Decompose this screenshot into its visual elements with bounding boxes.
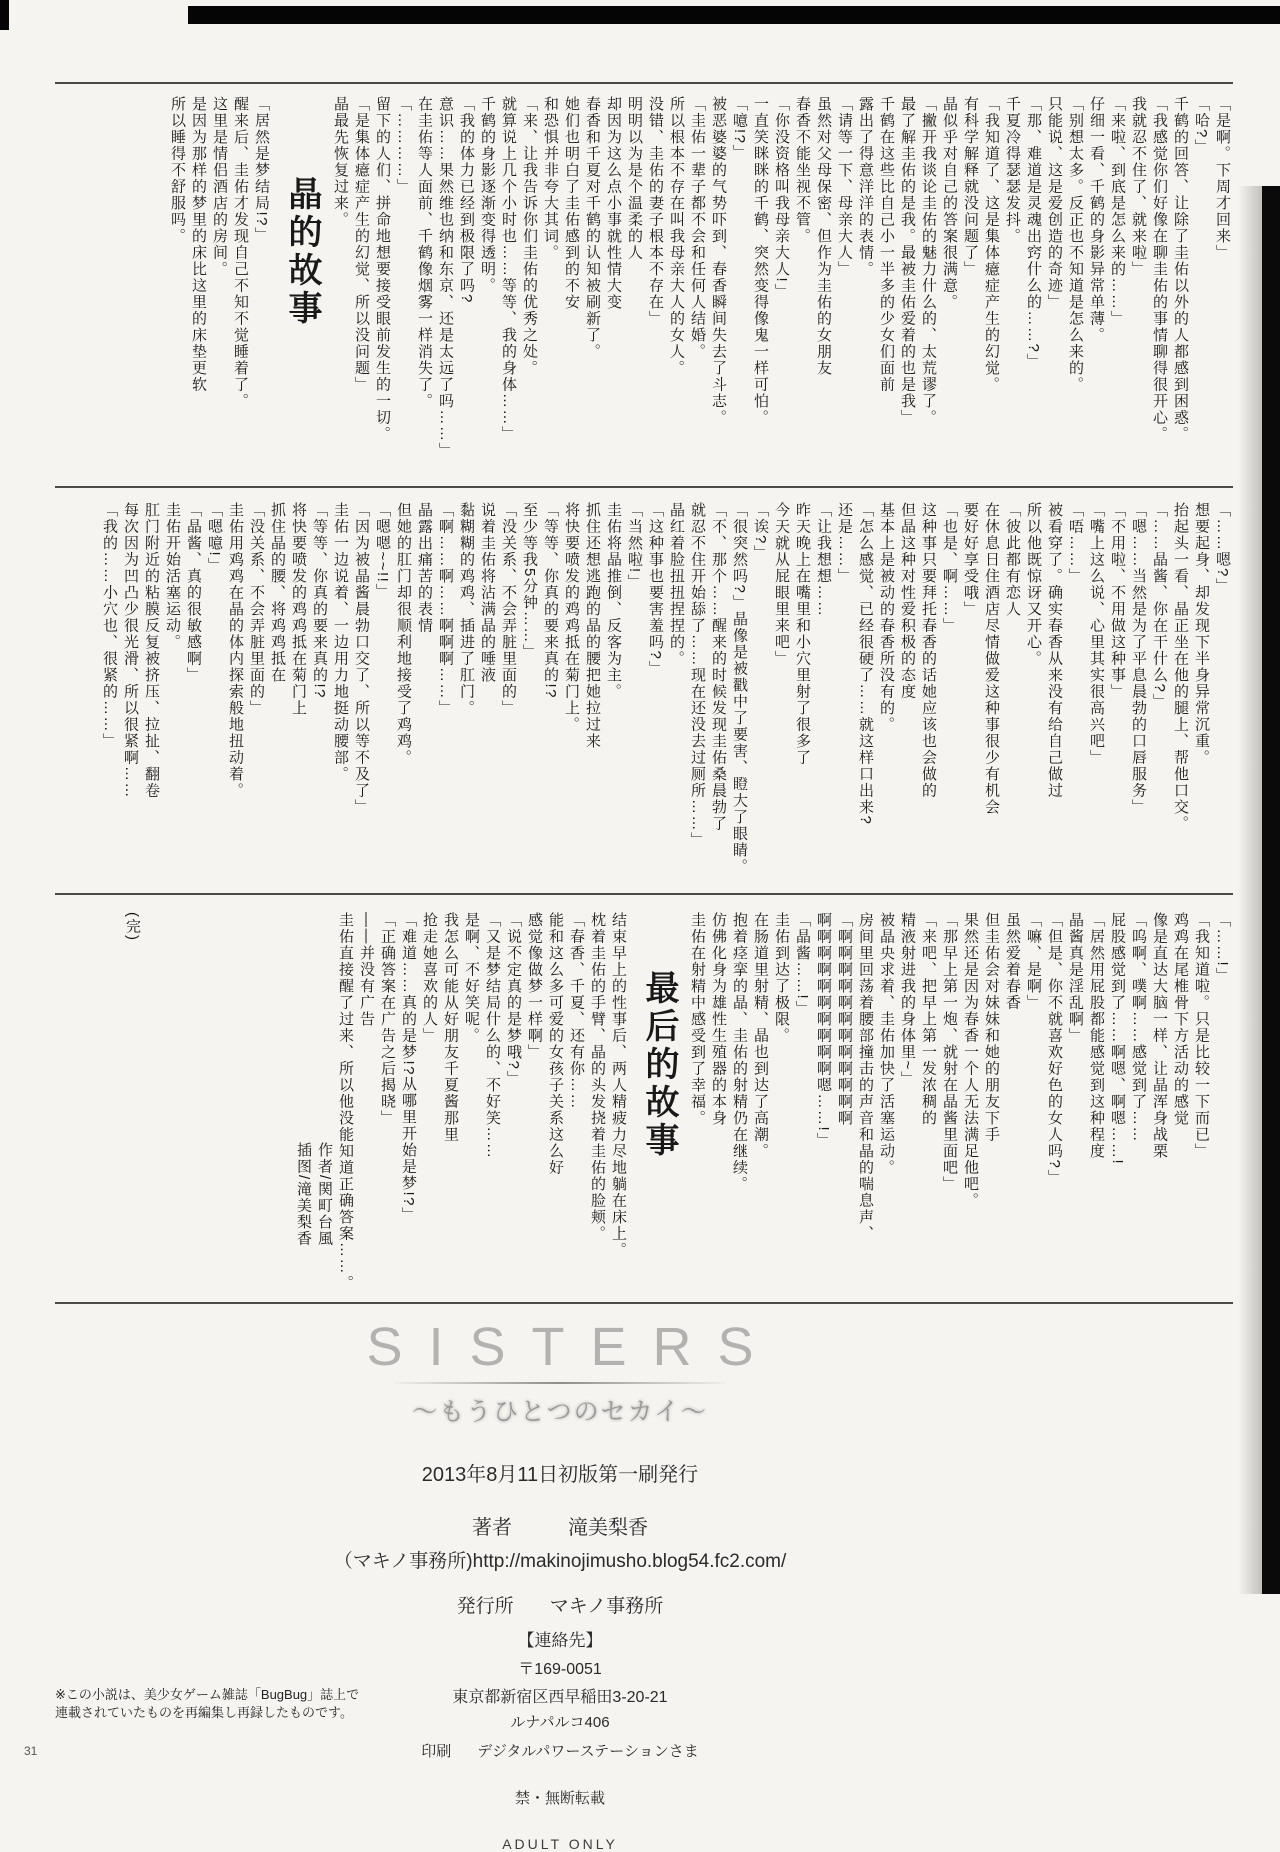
- section-title-jing-story: 晶的故事: [283, 176, 320, 328]
- text-column: 意识……果然维也纳和东京、还是太远了吗……」: [437, 96, 454, 459]
- scan-artifact-corner-bar: [0, 0, 9, 30]
- text-column: 千鹤在这些比自己小一半多的少女们面前: [878, 96, 895, 393]
- text-column: 「呜啊、噗啊……感觉到了……: [1130, 912, 1147, 1143]
- story-section-2: [55, 502, 1233, 890]
- text-column: 「……晶酱、你在干什么?」: [1151, 502, 1168, 710]
- text-column: 我怎么可能从好朋友千夏酱那里: [442, 912, 459, 1143]
- text-column: 「别想太多。反正也不知道是怎么来的。: [1067, 96, 1084, 393]
- text-column: 圭佑将晶推倒、反客为主。: [605, 502, 622, 700]
- text-column: 「唔……」: [1067, 502, 1084, 585]
- text-column: 晶露出痛苦的表情: [416, 502, 433, 634]
- text-column: 说着圭佑将沾满晶的唾液: [479, 502, 496, 684]
- text-column: 「怎么感觉、已经很硬了……就这样口出来?: [857, 502, 874, 826]
- text-column: 「我知道啦。只是比较一下而已」: [1193, 912, 1210, 1160]
- text-column: 「那、难道是灵魂出窍什么的……?」: [1025, 96, 1042, 370]
- text-column: 「你没资格叫我母亲大人!」: [773, 96, 790, 300]
- text-column: 但她的肛门却很顺利地接受了鸡鸡。: [395, 502, 412, 766]
- end-mark: (完): [124, 912, 141, 942]
- text-column: 「难道……真的是梦!?从哪里开始是梦!?」: [400, 912, 417, 1224]
- footnote-line: ※この小説は、美少女ゲーム雑誌「BugBug」誌上で: [55, 1687, 360, 1702]
- text-column: 就算说上几个小时也……等等、我的身体……」: [500, 96, 517, 443]
- scan-artifact-top-bar: [188, 6, 1280, 24]
- section-divider: [55, 1302, 1233, 1304]
- text-column: 留下的人们、拼命地想要接受眼前发生的一切。: [374, 96, 391, 443]
- text-column: 最了解圭佑的是我。最被圭佑爱着的也是我」: [899, 96, 916, 426]
- text-column: 春香不能坐视不管。: [794, 96, 811, 245]
- text-column: 所以他既惊讶又开心。: [1025, 502, 1042, 667]
- text-column: 和恐惧并非夸大其词。: [542, 96, 559, 261]
- text-column: 「让我想想……: [815, 502, 832, 618]
- section-divider: [55, 82, 1233, 84]
- text-column: 却因为这么点小事就性情大变: [605, 96, 622, 311]
- rights-notice: 禁・無断転載: [514, 1790, 605, 1807]
- text-column: 在圭佑等人面前、千鹤像烟雾一样消失了。: [416, 96, 433, 410]
- text-column: 「不用啦、不用做这种事」: [1109, 502, 1126, 700]
- text-column: 一直笑眯眯的千鹤、突然变得像鬼一样可怕。: [752, 96, 769, 426]
- printer-line: [180, 1740, 940, 1761]
- text-column: 「啊啊啊啊啊啊啊啊啊啊啊啊: [836, 912, 853, 1127]
- postal-code: 〒169-0051: [518, 1661, 602, 1678]
- author-line: [180, 1511, 940, 1540]
- credits: [293, 912, 335, 1300]
- text-column: 「嗯……当然是为了平息晨勃的口唇服务」: [1130, 502, 1147, 816]
- text-column: 每次因为凹凸少很光滑、所以很紧啊……: [122, 502, 139, 799]
- text-column: 在肠道里射精、晶也到达了高潮。: [752, 912, 769, 1160]
- text-column: 基本上是被动的春香所没有的。: [878, 502, 895, 733]
- text-column: 「我的体力已经到极限了吗?: [458, 96, 475, 304]
- book-logo: SISTERS: [366, 1317, 780, 1377]
- text-column: 要好好享受哦」: [962, 502, 979, 618]
- text-column: 屁股感觉到了……啊嗯、啊嗯……!: [1109, 912, 1126, 1166]
- text-column: 「彼此都有恋人: [1004, 502, 1021, 618]
- text-column: 「等等、你真的要来真的!?: [542, 502, 559, 700]
- text-column: 晶红着脸扭扭捏捏的。: [668, 502, 685, 667]
- text-column: 枕着圭佑的手臂、晶的头发挠着圭佑的脸颊。: [589, 912, 606, 1242]
- text-column: 「我知道了、这是集体癔症产生的幻觉。: [983, 96, 1000, 393]
- footnote-line: 連載されていたものを再編集し再録したものです。: [55, 1705, 353, 1720]
- text-column: 「晶酱……!」: [794, 912, 811, 1017]
- text-column: 「诶?」: [752, 502, 769, 562]
- reprint-footnote: [55, 1686, 359, 1722]
- address-line-1: 東京都新宿区西早稲田3-20-21: [452, 1689, 668, 1706]
- text-column: 千鹤的回答、让除了圭佑以外的人都感到困惑。: [1172, 96, 1189, 443]
- text-column: 精液射进我的身体里~」: [899, 912, 916, 1088]
- text-column: 「哈?」: [1193, 96, 1210, 156]
- story-columns: [687, 912, 1233, 1300]
- text-column: 「居然是梦结局!?」: [253, 96, 270, 244]
- text-column: 还是……」: [836, 502, 853, 585]
- story-columns: [99, 502, 1233, 890]
- text-column: 「春香、千夏、还有你……: [568, 912, 585, 1110]
- text-column: 「……!」: [1214, 912, 1231, 984]
- text-column: 「晶酱、真的很敏感啊」: [185, 502, 202, 684]
- text-column: 「那早上第一炮、就射在晶酱里面吧」: [941, 912, 958, 1193]
- address-line-2: ルナパルコ406: [510, 1714, 610, 1731]
- text-column: 房间里回荡着腰部撞击的声音和晶的喘息声、: [857, 912, 874, 1242]
- text-column: 被晶央求着、圭佑加快了活塞运动。: [878, 912, 895, 1176]
- text-column: 结束早上的性事后、两人精疲力尽地躺在床上。: [610, 912, 627, 1259]
- text-column: 她们也明白了圭佑感到的不安: [563, 96, 580, 311]
- author-label: 著者: [472, 1517, 512, 1539]
- text-column: 虽然爱着春香: [1004, 912, 1021, 1011]
- text-column: 所以睡得不舒服吗。: [169, 96, 186, 245]
- page-number: 31: [24, 1744, 38, 1758]
- colophon: [180, 1316, 940, 1852]
- text-column: 将快要喷发的鸡鸡抵在菊门上: [290, 502, 307, 717]
- text-column: 「没关系、不会弄脏里面的」: [248, 502, 265, 717]
- text-column: 抬起头一看、晶正坐在他的腿上、帮他口交。: [1172, 502, 1189, 832]
- section-title-last-story: 最后的故事: [640, 970, 677, 1160]
- printer-label: 印刷: [421, 1743, 452, 1760]
- author-contact: （マキノ事務所)http://makinojimusho.blog54.fc2.com/: [333, 1551, 787, 1572]
- text-column: 但圭佑会对妹妹和她的朋友下手: [983, 912, 1000, 1143]
- text-column: 今天就从屁眼里来吧」: [773, 502, 790, 667]
- text-column: 想要起身、却发现下半身异常沉重。: [1193, 502, 1210, 766]
- text-column: 在休息日住酒店尽情做爱这种事很少有机会: [983, 502, 1000, 816]
- text-column: 就忍不住开始舔了……现在还没去过厕所……」: [689, 502, 706, 849]
- printer-name: デジタルパワーステーションさま: [477, 1743, 699, 1760]
- text-column: 「但是、你不就喜欢好色的女人吗?」: [1046, 912, 1063, 1186]
- text-column: 是因为那样的梦里的床比这里的床垫更软: [190, 96, 207, 393]
- author-name: 滝美梨香: [568, 1517, 648, 1539]
- text-column: 「来、让我告诉你们圭佑的优秀之处。: [521, 96, 538, 377]
- text-column: 是啊、不好笑呢。: [463, 912, 480, 1044]
- text-column: 「等等、你真的要来真的!?: [311, 502, 328, 700]
- text-column: 抱着痉挛的晶、圭佑的射精仍在继续。: [731, 912, 748, 1193]
- text-column: 春香和千夏对千鹤的认知被刷新了。: [584, 96, 601, 360]
- print-date: 2013年8月11日初版第一刷発行: [421, 1464, 699, 1486]
- text-column: 晶似乎对自己的答案很满意。: [941, 96, 958, 311]
- scan-artifact-right-bar: [1262, 186, 1280, 1594]
- text-column: 圭佑在射精中感受到了幸福。: [689, 912, 706, 1127]
- text-column: 圭佑直接醒了过来、所以他没能知道正确答案……。: [337, 912, 354, 1292]
- text-column: 「请等一下、母亲大人」: [836, 96, 853, 278]
- text-column: 晶酱真是淫乱啊」: [1067, 912, 1084, 1044]
- text-column: 昨天晚上在嘴里和小穴里射了很多了: [794, 502, 811, 766]
- text-column: 果然还是因为春香一个人无法满足他吧。: [962, 912, 979, 1209]
- text-column: 「说不定真的是梦哦?」: [505, 912, 522, 1087]
- text-column: 「来吧、把早上第一发浓稠的: [920, 912, 937, 1127]
- text-column: 醒来后、圭佑才发现自己不知不觉睡着了。: [232, 96, 249, 410]
- text-column: 「我的……小穴也、很紧的……」: [101, 502, 118, 750]
- text-column: 「啊……啊……啊啊啊……」: [437, 502, 454, 717]
- text-column: 「圭佑一辈子都不会和任何人结婚。: [689, 96, 706, 360]
- text-column: 仔细一看、千鹤的身影异常单薄。: [1088, 96, 1105, 344]
- text-column: 千夏冷得瑟瑟发抖。: [1004, 96, 1021, 245]
- text-column: 作者/関町台風: [316, 1142, 333, 1247]
- text-column: 抓住晶的腰、将鸡鸡抵在: [269, 502, 286, 684]
- text-column: 「很突然吗?」晶像是被戳中了要害、瞪大了眼睛。: [731, 502, 748, 875]
- text-column: 所以根本不存在叫我母亲大人的女人。: [668, 96, 685, 377]
- contact-header: 【連絡先】: [517, 1631, 603, 1650]
- text-column: 至少等我5分钟……」: [521, 502, 538, 661]
- text-column: 「嘴上这么说、心里其实很高兴吧」: [1088, 502, 1105, 766]
- text-column: 将快要喷发的鸡鸡抵在菊门上。: [563, 502, 580, 733]
- text-column: 「因为被晶酱晨勃口交了、所以等不及了」: [353, 502, 370, 816]
- text-column: 插图/滝美梨香: [295, 1142, 312, 1247]
- story-columns: [335, 912, 629, 1300]
- section-divider: [55, 893, 1233, 895]
- scan-edge-shadow: [1238, 186, 1262, 1594]
- text-column: 抢走她喜欢的人」: [421, 912, 438, 1044]
- text-column: 「来啦、到底是怎么来的……」: [1109, 96, 1126, 327]
- logo-underline: [395, 1382, 725, 1384]
- text-column: 「…………」: [395, 96, 412, 195]
- text-column: 「嗯噫!」: [206, 502, 223, 574]
- text-column: 「撇开我谈论圭佑的魅力什么的、太荒谬了。: [920, 96, 937, 426]
- publisher-line: [180, 1591, 940, 1618]
- text-column: 仿佛化身为雄性生殖器的本身: [710, 912, 727, 1127]
- text-column: 「没关系、不会弄脏里面的」: [500, 502, 517, 717]
- text-column: 没错、圭佑的妻子根本不存在」: [647, 96, 664, 327]
- text-column: 我就忍不住了、就来啦」: [1130, 96, 1147, 278]
- text-column: 晶最先恢复过来。: [332, 96, 349, 228]
- text-column: 「居然用屁股都能感觉到这种程度: [1088, 912, 1105, 1160]
- publisher-name: マキノ事務所: [549, 1596, 664, 1617]
- text-column: 「嘛、是啊」: [1025, 912, 1042, 1011]
- text-column: 「这种事也要害羞吗?」: [647, 502, 664, 677]
- text-column: 「又是梦结局什么的、不好笑……: [484, 912, 501, 1160]
- text-column: 「是啊。下周才回来」: [1214, 96, 1231, 261]
- text-column: 明明以为是个温柔的人: [626, 96, 643, 261]
- text-column: 被看穿了。确实春香从来没有给自己做过: [1046, 502, 1063, 799]
- text-column: 圭佑到达了极限。: [773, 912, 790, 1044]
- text-column: 「……嗯?」: [1214, 502, 1231, 595]
- text-column: 鸡鸡在尾椎骨下方活动的感觉: [1172, 912, 1189, 1127]
- text-column: 有科学解释就没问题了」: [962, 96, 979, 278]
- publisher-label: 発行所: [456, 1596, 514, 1617]
- text-column: 「也是、啊……」: [941, 502, 958, 634]
- text-column: 这种事只要拜托春香的话她应该也会做的: [920, 502, 937, 799]
- text-column: 千鹤的身影逐渐变得透明。: [479, 96, 496, 294]
- text-column: 「正确答案在广告之后揭晓」: [379, 912, 396, 1127]
- text-column: ——并没有广告: [358, 912, 375, 1028]
- story-section-3: [55, 912, 1233, 1300]
- text-column: 这里是情侣酒店的房间。: [211, 96, 228, 278]
- text-column: 「噫!?」: [731, 96, 748, 162]
- book-subtitle: 〜もうひとつのセカイ〜: [412, 1398, 708, 1426]
- section-divider: [55, 486, 1233, 488]
- text-column: 抓住还想逃跑的晶的腰把她拉过来: [584, 502, 601, 750]
- text-column: 感觉像做梦一样啊」: [526, 912, 543, 1061]
- story-section-1: [55, 96, 1233, 482]
- text-column: 只能说、这是爱创造的奇迹」: [1046, 96, 1063, 311]
- text-column: 黏糊糊的鸡鸡、插进了肛门。: [458, 502, 475, 717]
- text-column: 被恶婆婆的气势吓到、春香瞬间失去了斗志。: [710, 96, 727, 426]
- text-column: 圭佑用鸡鸡在晶的体内探索般地扭动着。: [227, 502, 244, 799]
- text-column: 圭佑一边说着、一边用力地挺动腰部。: [332, 502, 349, 783]
- text-column: 「不、那个……醒来的时候发现圭佑桑晨勃了: [710, 502, 727, 832]
- text-column: 「当然啦!」: [626, 502, 643, 591]
- text-column: 虽然对父母保密、但作为圭佑的女朋友: [815, 96, 832, 377]
- adult-only-notice: ADULT ONLY: [502, 1836, 618, 1852]
- text-column: 「嗯嗯~~!!」: [374, 502, 391, 600]
- text-column: 啊啊啊啊啊啊啊啊啊啊嗯……!」: [815, 912, 832, 1149]
- text-column: 圭佑开始活塞运动。: [164, 502, 181, 651]
- text-column: 「我感觉你们好像在聊圭佑的事情聊得很开心。: [1151, 96, 1168, 443]
- text-column: 肛门附近的粘膜反复被挤压、拉扯、翻卷: [143, 502, 160, 799]
- text-column: 能和这么多可爱的女孩子关系这么好: [547, 912, 564, 1176]
- text-column: 但晶这种对性爱积极的态度: [899, 502, 916, 700]
- text-column: 「是集体癔症产生的幻觉、所以没问题」: [353, 96, 370, 393]
- text-column: 像是直达大脑一样、让晶浑身战栗: [1151, 912, 1168, 1160]
- story-columns: [330, 96, 1233, 482]
- text-column: 露出了得意洋洋的表情。: [857, 96, 874, 278]
- story-columns: [167, 96, 272, 482]
